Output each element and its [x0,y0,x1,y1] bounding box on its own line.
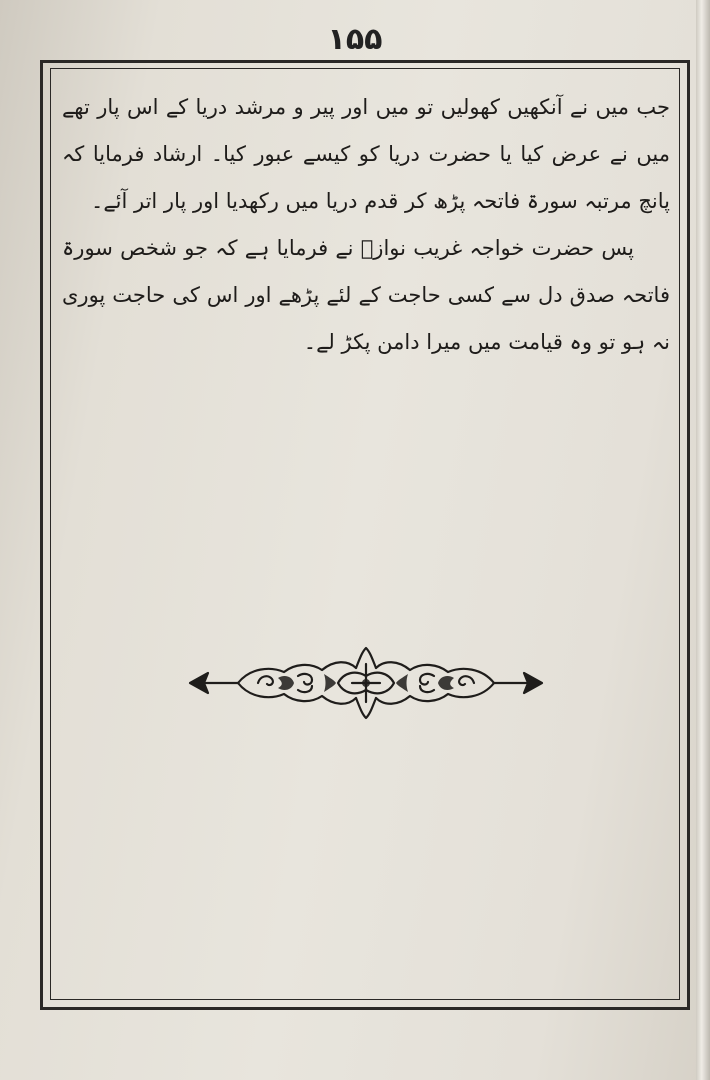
paragraph-2: پس حضرت خواجہ غریب نوازؒ نے فرمایا ہے کہ جو شخص سورۃ فاتحہ صدق دل سے کسی حاجت کے لئے پڑھے اور اس کی حاجت پوری نہ ہو تو وہ قیامت میں میرا دامن پکڑ لے۔ [62,236,670,354]
paragraph-1: جب میں نے آنکھیں کھولیں تو میں اور پیر و مرشد دریا کے اس پار تھے میں نے عرض کیا یا حضرت دریا کو کیسے عبور کیا۔ ارشاد فرمایا کہ پانچ مرتبہ سورۃ فاتحہ پڑھ کر قدم دریا میں رکھدیا اور پار اتر آئے۔ [62,95,670,213]
page-edge [696,0,710,1080]
page-number: ۱۵۵ [327,22,383,57]
body-text [62,84,670,366]
arabesque-ornament-icon [188,646,544,720]
